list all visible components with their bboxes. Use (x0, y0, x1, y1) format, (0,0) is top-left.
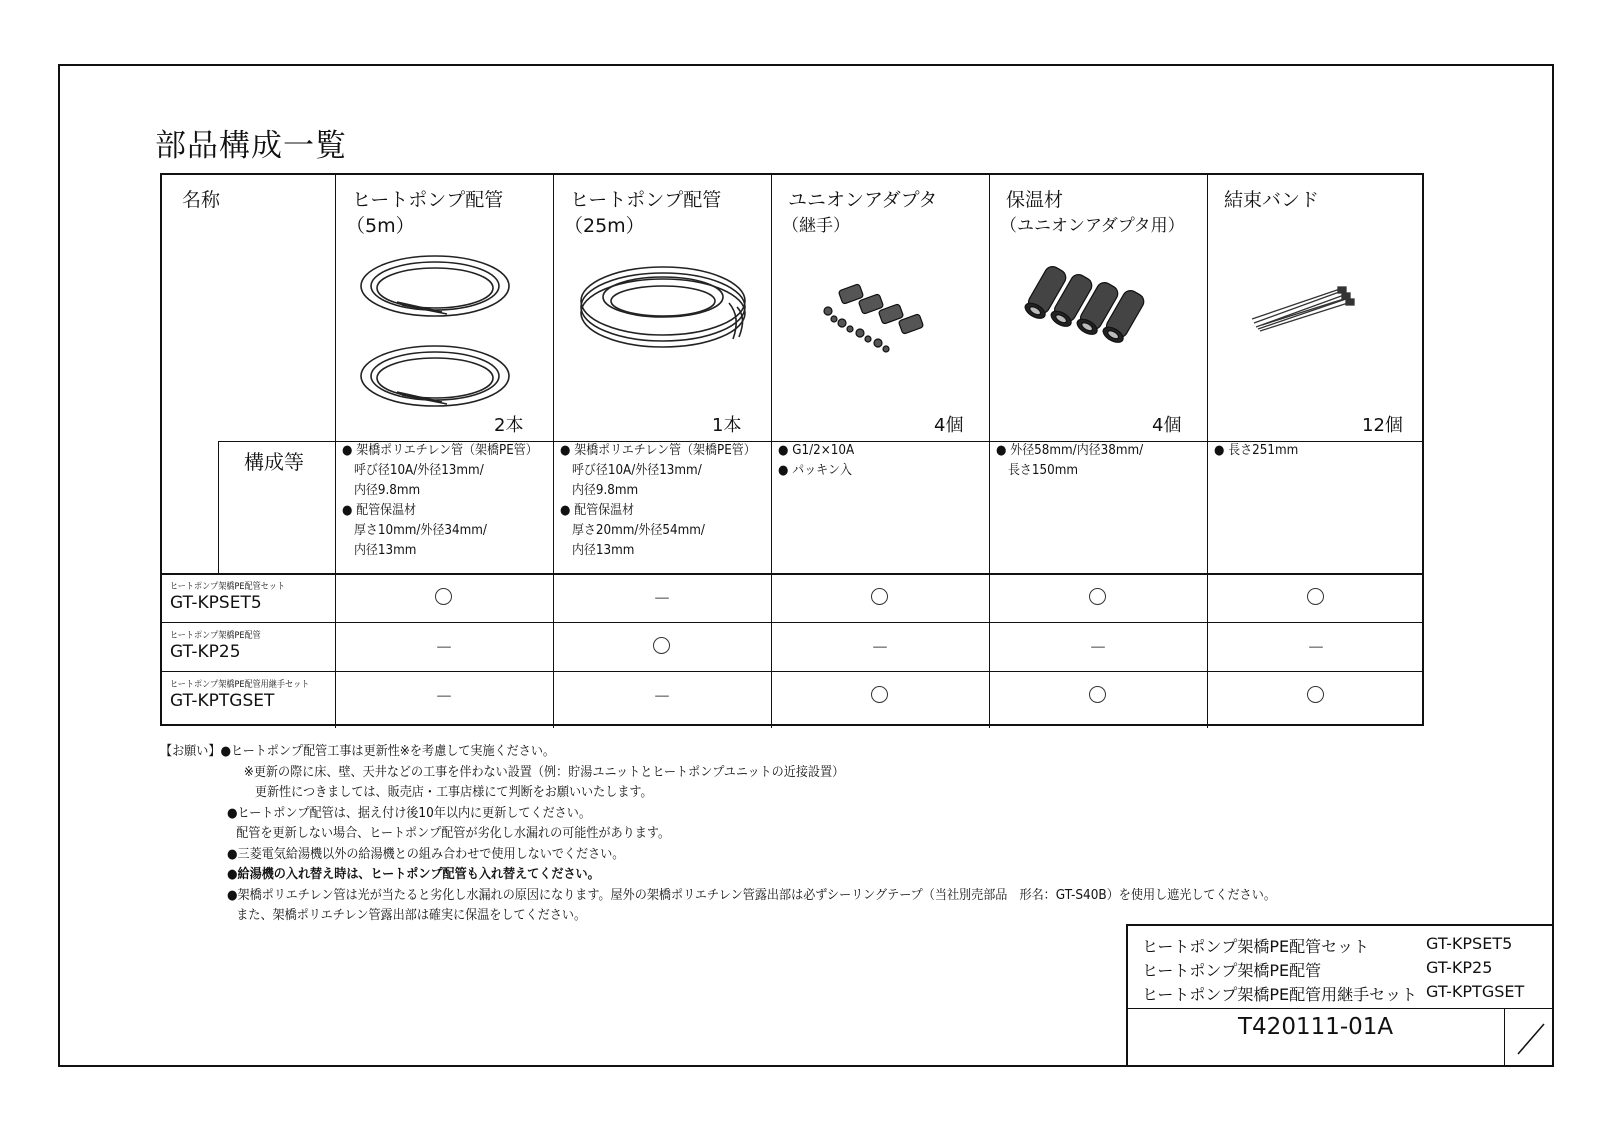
included-mark (653, 637, 670, 654)
title-block-name: ヒートポンプ架橋PE配管用継手セット (1142, 985, 1418, 1004)
spec-cell-1: ● 架橋ポリエチレン管（架橋PE管） 呼び径10A/外径13mm/ 内径9.8mm ● 配管保温材 厚さ10mm/外径34mm/ 内径13mm (342, 443, 538, 558)
included-mark (1307, 686, 1324, 703)
not-included-mark: － (1307, 638, 1325, 659)
not-included-mark: － (435, 638, 453, 659)
part-name-sub: （継手） (782, 216, 850, 236)
part-qty: 12個 (1362, 415, 1403, 436)
title-block-divider (1128, 1008, 1554, 1009)
row-divider (162, 622, 1424, 623)
cable-tie-illustration (1250, 285, 1360, 335)
spec-cell-4: ● 外径58mm/内径38mm/ 長さ150mm (996, 443, 1144, 478)
title-block-divider (1504, 1008, 1505, 1067)
part-name-sub: （ユニオンアダプタ用） (1000, 216, 1185, 236)
included-mark (871, 588, 888, 605)
part-qty: 1本 (712, 415, 742, 436)
pipe-coil-25m-illustration (577, 257, 757, 367)
included-mark (435, 588, 452, 605)
spec-cell-2: ● 架橋ポリエチレン管（架橋PE管） 呼び径10A/外径13mm/ 内径9.8mm ● 配管保温材 厚さ20mm/外径54mm/ 内径13mm (560, 443, 756, 558)
note-line: ●三菱電気給湯機以外の給湯機との組み合わせで使用しないでください。 (226, 846, 625, 862)
model-code: GT-KP25 (170, 642, 241, 662)
title-block-code: GT-KPTGSET (1426, 982, 1525, 1001)
note-line: ●ヒートポンプ配管工事は更新性※を考慮して実施ください。 (220, 744, 556, 759)
col-divider (989, 175, 990, 728)
document-number: T420111-01A (1238, 1014, 1394, 1040)
row-divider (162, 671, 1424, 672)
header-name: 名称 (182, 189, 221, 211)
header-config: 構成等 (244, 450, 304, 474)
part-qty: 4個 (1152, 415, 1182, 436)
included-mark (1089, 686, 1106, 703)
title-block-code: GT-KP25 (1426, 958, 1493, 977)
part-name: ユニオンアダプタ (788, 189, 938, 211)
col-divider (1207, 175, 1208, 728)
insulation-illustration (1030, 267, 1160, 357)
col-divider (553, 175, 554, 728)
not-included-mark: － (653, 687, 671, 708)
part-qty: 4個 (934, 415, 964, 436)
union-adapter-illustration (820, 279, 930, 359)
revision-slash-mark (1514, 1018, 1548, 1058)
note-line: 更新性につきましては、販売店・工事店様にて判断をお願いいたします。 (254, 785, 653, 800)
notes (160, 742, 1276, 927)
model-name-small: ヒートポンプ架橋PE配管セット (170, 582, 285, 592)
pipe-coil-5m-illustration (357, 250, 517, 430)
note-line: 配管を更新しない場合、ヒートポンプ配管が劣化し水漏れの可能性があります。 (236, 826, 671, 841)
not-included-mark: － (1089, 638, 1107, 659)
model-name-small: ヒートポンプ架橋PE配管 (170, 631, 261, 641)
not-included-mark: － (653, 589, 671, 610)
title-block-code: GT-KPSET5 (1426, 934, 1513, 953)
note-line: ●架橋ポリエチレン管は光が当たると劣化し水漏れの原因になります。屋外の架橋ポリエチレン管露出部は必ずシーリングテープ（当社別売部品 形名：GT-S40B）を使用し遮光してください。 (226, 887, 1276, 903)
spec-cell-5: ● 長さ251mm (1214, 443, 1299, 458)
row-divider (162, 573, 1424, 575)
part-name-sub: （5m） (346, 215, 415, 237)
model-code: GT-KPSET5 (170, 593, 262, 613)
part-qty: 2本 (494, 415, 524, 436)
part-name: 結束バンド (1224, 189, 1320, 211)
included-mark (1307, 588, 1324, 605)
title-block (1126, 924, 1554, 1067)
part-name: 保温材 (1006, 189, 1064, 211)
title-block-name: ヒートポンプ架橋PE配管セット (1142, 937, 1370, 956)
col-divider (771, 175, 772, 728)
model-name-small: ヒートポンプ架橋PE配管用継手セット (170, 680, 310, 690)
note-line: ●給湯機の入れ替え時は、ヒートポンプ配管も入れ替えてください。 (226, 867, 600, 882)
page-title: 部品構成一覧 (155, 128, 347, 164)
part-name: ヒートポンプ配管 (352, 189, 504, 211)
spec-cell-3: ● G1/2×10A ● パッキン入 (778, 443, 855, 478)
sub-divider (218, 441, 219, 573)
model-code: GT-KPTGSET (170, 691, 275, 711)
parts-table (160, 173, 1424, 726)
notes-label: 【お願い】 (160, 744, 221, 759)
col-divider (335, 175, 336, 728)
note-line: ※更新の際に床、壁、天井などの工事を伴わない設置（例：貯湯ユニットとヒートポンプユニットの近接設置） (243, 764, 845, 780)
included-mark (1089, 588, 1106, 605)
not-included-mark: － (871, 638, 889, 659)
note-line: また、架橋ポリエチレン管露出部は確実に保温をしてください。 (236, 908, 587, 923)
title-block-name: ヒートポンプ架橋PE配管 (1142, 961, 1322, 980)
not-included-mark: － (435, 687, 453, 708)
part-name: ヒートポンプ配管 (570, 189, 722, 211)
note-line: ●ヒートポンプ配管は、据え付け後10年以内に更新してください。 (226, 805, 591, 821)
included-mark (871, 686, 888, 703)
part-name-sub: （25m） (564, 215, 645, 237)
